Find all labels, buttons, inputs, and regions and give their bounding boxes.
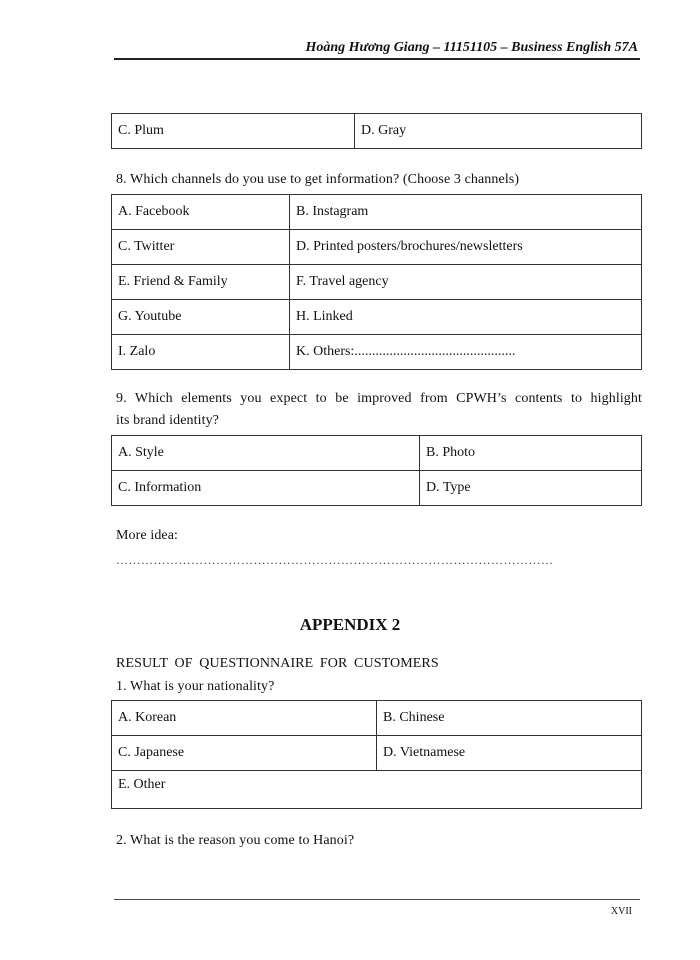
question-9-line-2: its brand identity? [116, 413, 219, 428]
option-instagram: B. Instagram [290, 195, 642, 230]
color-options-table [111, 113, 642, 149]
table-row [112, 436, 642, 471]
table-row [112, 265, 642, 300]
question-reason: 2. What is the reason you come to Hanoi? [116, 833, 355, 848]
option-facebook: A. Facebook [112, 195, 290, 230]
option-others: K. Others:.............................................. [290, 335, 642, 370]
option-friend-family: E. Friend & Family [112, 265, 290, 300]
option-photo: B. Photo [420, 436, 642, 471]
option-information: C. Information [112, 471, 420, 506]
option-chinese: B. Chinese [377, 701, 642, 736]
channels-table [111, 194, 642, 370]
table-row [112, 300, 642, 335]
option-other: E. Other [112, 771, 642, 809]
appendix-subtitle: RESULT OF QUESTIONNAIRE FOR CUSTOMERS [116, 656, 439, 671]
question-9-line-1: 9. Which elements you expect to be improved from CPWH’s contents to highlight [116, 391, 642, 406]
table-row [112, 471, 642, 506]
table-row [112, 701, 642, 736]
option-korean: A. Korean [112, 701, 377, 736]
nationality-table [111, 700, 642, 809]
table-row [112, 195, 642, 230]
option-youtube: G. Youtube [112, 300, 290, 335]
option-printed: D. Printed posters/brochures/newsletters [290, 230, 642, 265]
option-travel-agency: F. Travel agency [290, 265, 642, 300]
table-row [112, 771, 642, 809]
header-divider [114, 58, 640, 60]
option-twitter: C. Twitter [112, 230, 290, 265]
elements-table [111, 435, 642, 506]
question-nationality: 1. What is your nationality? [116, 679, 275, 694]
option-linked: H. Linked [290, 300, 642, 335]
option-zalo: I. Zalo [112, 335, 290, 370]
appendix-title: APPENDIX 2 [299, 615, 401, 634]
option-type: D. Type [420, 471, 642, 506]
more-idea-label: More idea: [116, 528, 179, 543]
question-8: 8. Which channels do you use to get information? (Choose 3 channels) [116, 172, 520, 187]
page-header: Hoàng Hương Giang – 11151105 – Business English 57A [305, 40, 638, 55]
option-style: A. Style [112, 436, 420, 471]
table-row [112, 736, 642, 771]
option-vietnamese: D. Vietnamese [377, 736, 642, 771]
footer-divider [114, 899, 640, 900]
option-gray: D. Gray [355, 114, 642, 149]
table-row [112, 230, 642, 265]
table-row [112, 335, 642, 370]
option-plum: C. Plum [112, 114, 355, 149]
table-row [112, 114, 642, 149]
more-idea-dotted-line: …………………………………………………………………………………………… [116, 553, 554, 567]
option-japanese: C. Japanese [112, 736, 377, 771]
page-number: XVII [610, 906, 632, 917]
